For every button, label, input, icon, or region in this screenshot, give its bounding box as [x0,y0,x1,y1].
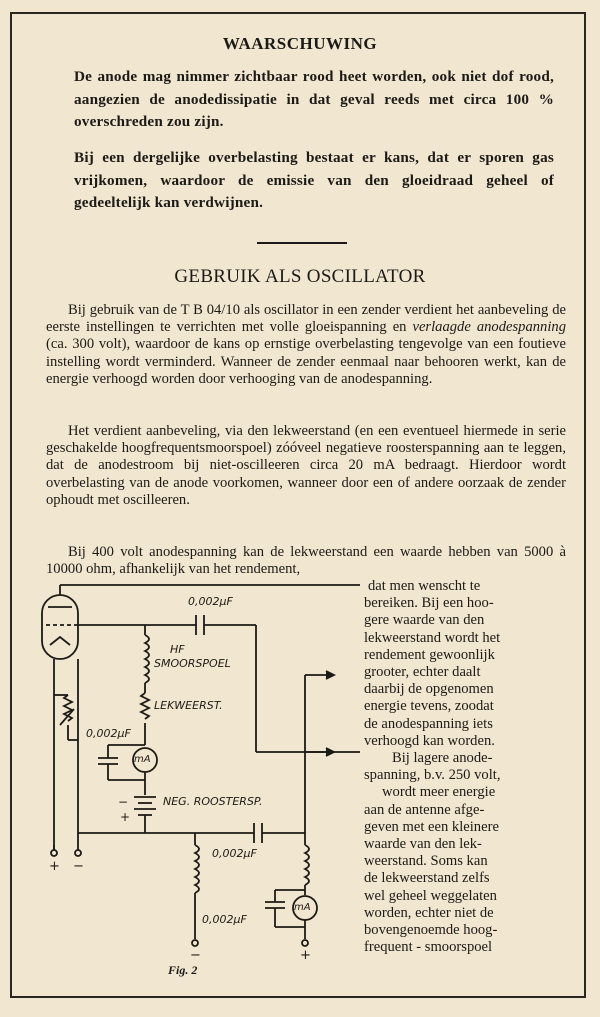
battery-plus: + [120,810,131,824]
right-line: aan de antenne afge- [364,801,485,818]
cap-left-label: 0,002μF [86,727,131,740]
paragraph-1-italic: verlaagde anodespanning [412,319,566,336]
right-line: Bij lagere anode- [392,750,493,767]
right-line: wel geheel weggelaten [364,887,497,904]
right-line: gere waarde van den [364,612,485,629]
right-choke-icon [305,845,309,885]
right-line: lekweerstand wordt het [364,629,501,646]
figure-caption: Fig. 2 [168,963,198,977]
neg-rooster-label: NEG. ROOSTERSP. [163,795,263,808]
filament-plus: + [49,859,60,874]
right-line: bovengenoemde hoog- [364,922,498,939]
bottom-plus: + [300,948,311,963]
oscillator-right-column [364,578,564,956]
right-line: geven met een kleinere [364,818,499,835]
circuit-diagram [30,575,360,975]
right-line: daarbij de opgenomen [364,681,494,698]
filament-minus: − [73,859,84,874]
paragraph-1-text-a: Bij gebruik van de T B 04/10 als oscillator in een zender verdient het aanbeveling de eerste instellingen te verrichten met volle gloeispanning en [46,302,566,336]
right-line: verhoogd kan worden. [364,732,495,749]
right-line: dat men wenscht te [368,578,481,594]
right-line: wordt meer energie [382,784,496,801]
leak-resistor-icon [141,693,149,719]
warning-paragraph-2: Bij een dergelijke overbelasting bestaat er kans, dat er sporen gas vrijkomen, waardoor de emissie van den gloeidraad geheel of gedeeltelijk kan verdwijnen. [74,149,554,211]
right-line: de lekweerstand zelfs [364,870,490,887]
ma-meter-1-label: mA [134,754,151,765]
lekweerst-label: LEKWEERST. [154,699,223,712]
smoorspoel-label: SMOORSPOEL [154,657,231,670]
right-line: de anodespanning iets [364,715,493,732]
right-line: energie tevens, zoodat [364,698,494,715]
battery-minus: − [118,795,129,809]
hf-label: HF [170,643,185,656]
right-line: spanning, b.v. 250 volt, [364,767,501,784]
hf-choke-icon [145,635,149,683]
right-line: weerstand. Soms kan [364,853,488,870]
tube-icon [42,595,78,659]
section-divider [257,242,347,244]
right-line: rendement gewoonlijk [364,646,495,663]
warning-paragraph-1: De anode mag nimmer zichtbaar rood heet worden, ook niet dof rood, aangezien de anodedissipatie in dat geval reeds met circa 100 % overschreden zou zijn. [74,68,554,130]
warning-title: WAARSCHUWING [222,34,378,53]
bottom-minus: − [190,948,201,963]
right-line: grooter, echter daalt [364,664,481,681]
circuit-schematic [30,575,360,975]
cap-mid-label: 0,002μF [212,847,257,860]
paragraph-1-text-b: (ca. 300 volt), waardoor de kans op ernstige overbelasting tengevolge van een foutieve instelling wordt verminderd. Wanneer de zender eenmaal naar behooren werkt, kan de energie verhoogd worden door verhooging van de anodespanning. [46,336,566,387]
right-line: bereiken. Bij een hoo- [364,595,494,612]
oscillator-paragraph-2: Het verdient aanbeveling, via den lekweerstand (en een eventueel hiermede in serie geschakelde hoogfrequentsmoorspoel) zóóveel negatieve roosterspanning aan te leggen, dat de anodestroom bij niet-oscilleeren circa 20 mA bedraagt. Hierdoor wordt overbelasting van de anode voorkomen, wanneer door een of andere oorzaak de zender ophoudt met oscilleeren. [46,423,566,508]
oscillator-paragraph-3-intro: Bij 400 volt anodespanning kan de lekweerstand een waarde hebben van 5000 à 10000 ohm, afhankelijk van het rendement, [46,544,566,578]
ma-meter-2-label: mA [294,902,311,913]
right-line: worden, echter niet de [364,904,494,921]
cap-bottom-label: 0,002μF [202,913,247,926]
cap-top-label: 0,002μF [188,595,233,608]
oscillator-paragraph-1 [46,302,566,388]
right-line: frequent - smoorspoel [364,939,493,956]
bottom-choke-icon [195,845,199,893]
section-title: GEBRUIK ALS OSCILLATOR [174,266,426,287]
right-line: waarde van den lek- [364,836,482,853]
